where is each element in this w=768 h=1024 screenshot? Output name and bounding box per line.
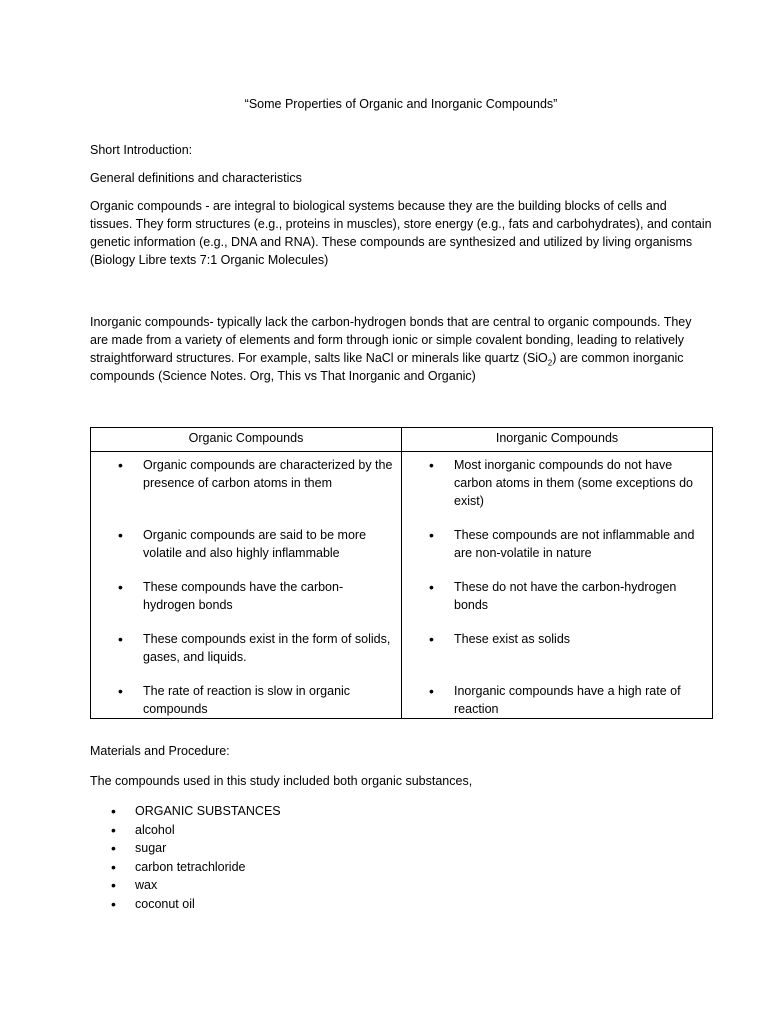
definitions-heading: General definitions and characteristics (90, 171, 302, 185)
inorganic-list (402, 456, 712, 718)
intro-heading: Short Introduction: (90, 143, 193, 157)
inorganic-definition-text: Inorganic compounds- typically lack the carbon-hydrogen bonds that are central to organic compounds. They are made from a variety of elements and form through ionic or simple covalent bonding, leading to relatively straightforward structures. For example, salts like NaCl or minerals like quartz (SiO (90, 315, 692, 365)
inorganic-cell (402, 452, 713, 719)
list-item: • coconut oil (90, 895, 281, 914)
list-item: • These do not have the carbon-hydrogen bonds (402, 578, 712, 630)
list-item: • These compounds have the carbon-hydrogen bonds (91, 578, 401, 630)
list-item: • These compounds exist in the form of solids, gases, and liquids. (91, 630, 401, 682)
list-item: • Organic compounds are characterized by the presence of carbon atoms in them (91, 456, 401, 526)
list-item: • alcohol (90, 821, 281, 840)
list-item: • sugar (90, 839, 281, 858)
organic-cell (91, 452, 402, 719)
organic-list (91, 456, 401, 718)
table-header-row (91, 428, 713, 452)
organic-substances-list (90, 802, 281, 914)
list-item: • Organic compounds are said to be more volatile and also highly inflammable (91, 526, 401, 578)
organic-definition-paragraph: Organic compounds - are integral to biological systems because they are the building blocks of cells and tissues. They form structures (e.g., proteins in muscles), store energy (e.g., fats and carbohydrates), and contain genetic information (e.g., DNA and RNA). These compounds are synthesized and utilized by living organisms (Biology Libre texts 7:1 Organic Molecules) (90, 199, 712, 267)
column-header-inorganic: Inorganic Compounds (402, 428, 713, 452)
list-item: • wax (90, 876, 281, 895)
materials-intro: The compounds used in this study included both organic substances, (90, 774, 473, 788)
list-item: • Inorganic compounds have a high rate of reaction (402, 682, 712, 718)
document-title: “Some Properties of Organic and Inorganic Compounds” (244, 97, 558, 111)
inorganic-definition-paragraph (90, 313, 712, 385)
inorganic-definition-text-end: ) are common inorganic compounds (Science Notes. Org, This vs That Inorganic and Organic) (90, 351, 684, 383)
list-item: • carbon tetrachloride (90, 858, 281, 877)
list-item: • These exist as solids (402, 630, 712, 682)
list-item: • These compounds are not inflammable and are non-volatile in nature (402, 526, 712, 578)
list-item: • The rate of reaction is slow in organic compounds (91, 682, 401, 718)
comparison-table (90, 427, 713, 719)
subscript-2: 2 (547, 358, 553, 368)
materials-heading: Materials and Procedure: (90, 744, 230, 758)
list-item: • ORGANIC SUBSTANCES (90, 802, 281, 821)
list-item: • Most inorganic compounds do not have carbon atoms in them (some exceptions do exist) (402, 456, 712, 526)
column-header-organic: Organic Compounds (91, 428, 402, 452)
table-row (91, 452, 713, 719)
